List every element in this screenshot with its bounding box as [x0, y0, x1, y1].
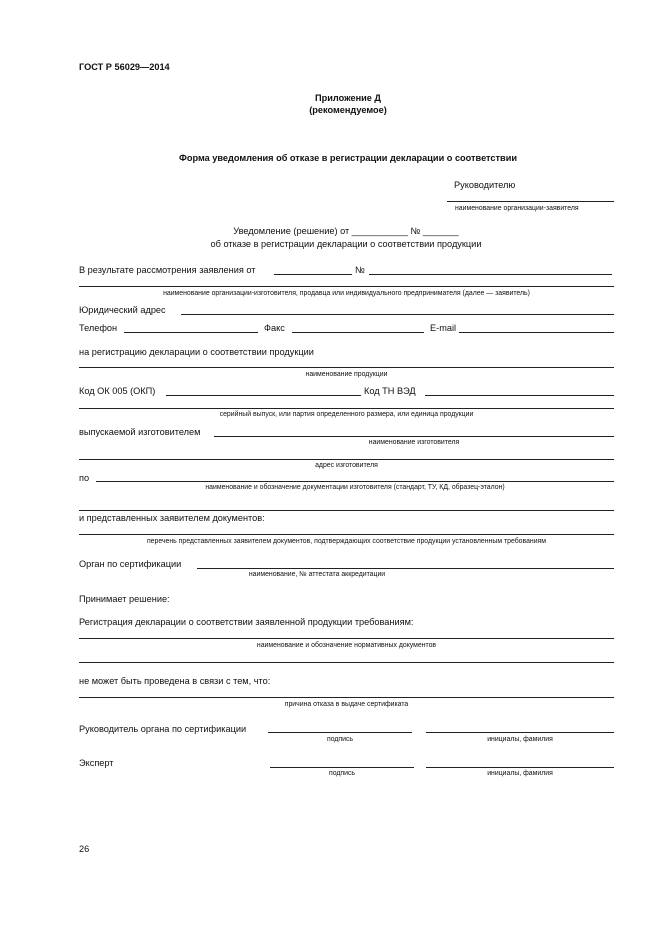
head-signature-hint: подпись	[326, 736, 354, 743]
review-result-label: В результате рассмотрения заявления от	[79, 265, 256, 275]
addressee-line	[447, 201, 614, 202]
fax-line	[292, 332, 424, 333]
docs-hint: наименование и обозначение документации изготовителя (стандарт, ТУ, КД, образец-эталон)	[205, 484, 505, 491]
normative-line	[79, 638, 614, 639]
cert-body-line	[197, 568, 614, 569]
expert-initials-hint: инициалы, фамилия	[487, 770, 553, 777]
application-number-line	[369, 274, 612, 275]
appendix-title: Приложение Д	[315, 93, 381, 103]
registration-requirements-label: Регистрация декларации о соответствии заявленной продукции требованиям:	[79, 617, 414, 627]
head-initials-hint: инициалы, фамилия	[487, 736, 553, 743]
product-line	[79, 367, 614, 368]
form-title: Форма уведомления об отказе в регистрации декларации о соответствии	[179, 153, 517, 163]
batch-line	[79, 408, 614, 409]
notice-line2: об отказе в регистрации декларации о соответствии продукции	[210, 239, 482, 249]
normative-hint: наименование и обозначение нормативных документов	[256, 642, 437, 649]
application-date-line	[274, 274, 352, 275]
refusal-hint: причина отказа в выдаче сертификата	[284, 701, 409, 708]
head-label: Руководитель органа по сертификации	[79, 724, 247, 734]
maker-address-line	[79, 459, 614, 460]
submitted-docs-label: и представленных заявителем документов:	[79, 513, 265, 523]
fax-label: Факс	[264, 323, 285, 333]
maker-line	[214, 436, 614, 437]
cert-body-label: Орган по сертификации	[79, 559, 182, 569]
notice-line1: Уведомление (решение) от ___________ № _______	[233, 226, 459, 236]
submitted-docs-hint: перечень представленных заявителем документов, подтверждающих соответствие продукции установленным требованиям	[146, 538, 547, 545]
registration-label: на регистрацию декларации о соответствии продукции	[79, 347, 314, 357]
cert-body-hint: наименование, № аттестата аккредитации	[248, 571, 386, 578]
refusal-line	[79, 697, 614, 698]
cannot-be-label: не может быть проведена в связи с тем, что:	[79, 676, 271, 686]
phone-label: Телефон	[79, 323, 118, 333]
produced-by-label: выпускаемой изготовителем	[79, 427, 201, 437]
phone-line	[124, 332, 258, 333]
legal-address-label: Юридический адрес	[79, 305, 166, 315]
addressee-hint: наименование организации-заявителя	[455, 205, 579, 212]
email-line	[459, 332, 614, 333]
number-sign: №	[355, 265, 365, 275]
okp-code-label: Код ОК 005 (ОКП)	[79, 386, 156, 396]
email-label: E-mail	[430, 323, 457, 333]
product-hint: наименование продукции	[305, 371, 388, 378]
maker-hint: наименование изготовителя	[368, 439, 460, 446]
expert-signature-line	[270, 767, 414, 768]
normative-extra-line	[79, 662, 614, 663]
manufacturer-hint: наименование организации-изготовителя, продавца или индивидуального предпринимателя (далее — заявитель)	[163, 290, 530, 297]
submitted-docs-line	[79, 534, 614, 535]
decision-label: Принимает решение:	[79, 594, 170, 604]
expert-initials-line	[426, 767, 614, 768]
tnved-code-line	[425, 395, 614, 396]
expert-signature-hint: подпись	[328, 770, 356, 777]
legal-address-line	[181, 314, 614, 315]
head-initials-line	[426, 732, 614, 733]
docs-line	[96, 481, 614, 482]
maker-address-hint: адрес изготовителя	[315, 462, 378, 469]
manufacturer-line	[79, 286, 614, 287]
tnved-code-label: Код ТН ВЭД	[364, 386, 416, 396]
head-signature-line	[268, 732, 412, 733]
appendix-subtitle: (рекомендуемое)	[309, 105, 387, 115]
okp-code-line	[166, 395, 361, 396]
expert-label: Эксперт	[79, 758, 114, 768]
standard-number: ГОСТ Р 56029—2014	[79, 62, 170, 72]
addressee-label: Руководителю	[454, 180, 516, 190]
by-label: по	[79, 473, 90, 483]
page-number: 26	[79, 844, 90, 854]
docs-extra-line	[79, 510, 614, 511]
batch-hint: серийный выпуск, или партия определенного размера, или единица продукции	[219, 411, 474, 418]
